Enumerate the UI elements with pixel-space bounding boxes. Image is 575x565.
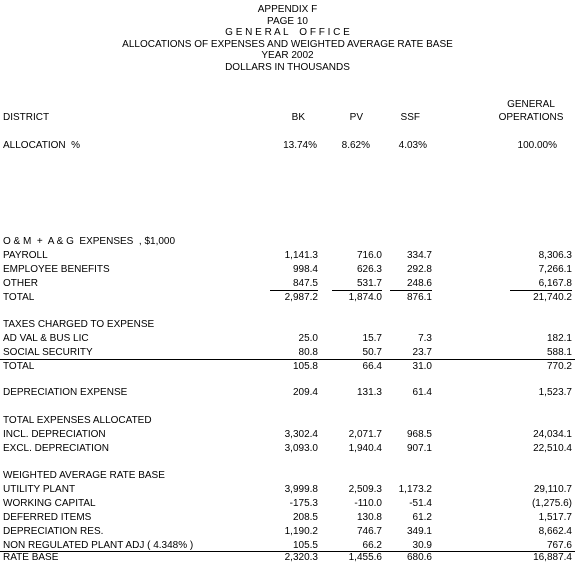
- general-cell: 182.1: [546, 333, 572, 344]
- row-label: OTHER: [3, 278, 38, 289]
- om-expenses-section-title: O & M + A & G EXPENSES , $1,000: [3, 236, 176, 247]
- ssf-cell: 1,173.2: [398, 484, 432, 495]
- bk-cell: 2,987.2: [284, 292, 318, 303]
- pv-cell: 1,940.4: [348, 443, 382, 454]
- ssf-cell: 334.7: [406, 250, 432, 261]
- ssf-cell: 292.8: [406, 264, 432, 275]
- general-cell: 1,517.7: [538, 512, 572, 523]
- report-title: ALLOCATIONS OF EXPENSES AND WEIGHTED AVERAGE RATE BASE: [122, 38, 453, 50]
- bk-cell: 13.74%: [283, 140, 317, 151]
- ssf-cell: 349.1: [406, 526, 432, 537]
- bk-cell: 847.5: [292, 278, 318, 289]
- report-header: [0, 4, 575, 73]
- bk-cell: 3,302.4: [284, 429, 318, 440]
- total-row: [0, 360, 575, 374]
- ssf-cell: 31.0: [412, 361, 432, 372]
- row-label: AD VAL & BUS LIC: [3, 333, 89, 344]
- district-column-header: DISTRICT: [3, 112, 50, 123]
- total-row: [0, 291, 575, 305]
- rate-base-total-row: [0, 551, 575, 565]
- bk-cell: 1,190.2: [284, 526, 318, 537]
- bk-cell: 208.5: [292, 512, 318, 523]
- pv-cell: 66.4: [362, 361, 382, 372]
- general-cell: 16,887.4: [533, 552, 572, 563]
- table-row: [0, 511, 575, 525]
- pv-column-header: PV: [349, 112, 363, 123]
- general-cell: 7,266.1: [538, 264, 572, 275]
- appendix-label: APPENDIX F: [257, 4, 318, 15]
- rate-base-section-title: WEIGHTED AVERAGE RATE BASE: [3, 470, 165, 481]
- ssf-cell: 680.6: [406, 552, 432, 563]
- table-row: [0, 442, 575, 456]
- ssf-cell: 248.6: [406, 278, 432, 289]
- general-cell: 21,740.2: [533, 292, 572, 303]
- total-expenses-section-title: TOTAL EXPENSES ALLOCATED: [3, 415, 152, 426]
- table-row: [0, 332, 575, 346]
- pv-cell: 531.7: [356, 278, 382, 289]
- bk-cell: 105.5: [292, 540, 318, 551]
- row-label: ALLOCATION %: [3, 140, 81, 151]
- general-cell: 8,662.4: [538, 526, 572, 537]
- row-label: NON REGULATED PLANT ADJ ( 4.348% ): [3, 540, 194, 551]
- general-cell: 588.1: [546, 347, 572, 358]
- ssf-cell: 876.1: [406, 292, 432, 303]
- general-cell: 8,306.3: [538, 250, 572, 261]
- pv-cell: 130.8: [356, 512, 382, 523]
- pv-cell: 1,874.0: [348, 292, 382, 303]
- row-label: WORKING CAPITAL: [3, 498, 96, 509]
- taxes-section-title: TAXES CHARGED TO EXPENSE: [3, 319, 155, 330]
- ssf-cell: 968.5: [406, 429, 432, 440]
- ssf-cell: -51.4: [409, 498, 432, 509]
- pv-cell: 50.7: [362, 347, 382, 358]
- bk-column-header: BK: [291, 112, 305, 123]
- general-cell: (1,275.6): [531, 498, 572, 509]
- ssf-cell: 61.2: [412, 512, 432, 523]
- ssf-cell: 907.1: [406, 443, 432, 454]
- general-cell: 770.2: [546, 361, 572, 372]
- pv-cell: 131.3: [356, 387, 382, 398]
- general-column-header-line1: GENERAL: [507, 99, 555, 110]
- pv-cell: 15.7: [362, 333, 382, 344]
- table-row: [0, 249, 575, 263]
- table-row: [0, 346, 575, 360]
- table-row: [0, 497, 575, 511]
- page-number: PAGE 10: [267, 15, 308, 27]
- general-cell: 1,523.7: [538, 387, 572, 398]
- general-cell: 100.00%: [517, 140, 557, 151]
- ssf-cell: 4.03%: [398, 140, 427, 151]
- pv-cell: 2,071.7: [348, 429, 382, 440]
- row-label: EXCL. DEPRECIATION: [3, 443, 109, 454]
- ssf-column-header: SSF: [400, 112, 420, 123]
- bk-cell: -175.3: [289, 498, 318, 509]
- bk-cell: 3,999.8: [284, 484, 318, 495]
- row-label: PAYROLL: [3, 250, 48, 261]
- table-row: [0, 386, 575, 400]
- bk-cell: 998.4: [292, 264, 318, 275]
- ssf-cell: 23.7: [412, 347, 432, 358]
- ssf-cell: 30.9: [412, 540, 432, 551]
- table-row: [0, 428, 575, 442]
- bk-cell: 105.8: [292, 361, 318, 372]
- row-label: UTILITY PLANT: [3, 484, 76, 495]
- general-cell: 24,034.1: [533, 429, 572, 440]
- pv-cell: 716.0: [356, 250, 382, 261]
- row-label: TOTAL: [3, 292, 35, 303]
- report-year: YEAR 2002: [261, 50, 314, 61]
- general-column-header-line2: OPERATIONS: [498, 112, 564, 123]
- row-label: DEPRECIATION EXPENSE: [3, 387, 128, 398]
- report-units: DOLLARS IN THOUSANDS: [225, 61, 350, 73]
- bk-cell: 2,320.3: [284, 552, 318, 563]
- office-title: G E N E R A L O F F I C E: [225, 27, 350, 38]
- table-row: [0, 483, 575, 497]
- ssf-cell: 7.3: [418, 333, 432, 344]
- pv-cell: 746.7: [356, 526, 382, 537]
- row-label: INCL. DEPRECIATION: [3, 429, 106, 440]
- table-row: [0, 263, 575, 277]
- pv-cell: 626.3: [356, 264, 382, 275]
- row-label: DEPRECIATION RES.: [3, 526, 104, 537]
- bk-cell: 3,093.0: [284, 443, 318, 454]
- general-cell: 6,167.8: [538, 278, 572, 289]
- general-cell: 767.6: [546, 540, 572, 551]
- table-row: [0, 277, 575, 291]
- row-label: RATE BASE: [3, 552, 59, 563]
- pv-cell: 1,455.6: [348, 552, 382, 563]
- row-label: SOCIAL SECURITY: [3, 347, 93, 358]
- pv-cell: 66.2: [362, 540, 382, 551]
- table-row: [0, 525, 575, 539]
- bk-cell: 80.8: [298, 347, 318, 358]
- bk-cell: 25.0: [298, 333, 318, 344]
- row-label: DEFERRED ITEMS: [3, 512, 92, 523]
- ssf-cell: 61.4: [412, 387, 432, 398]
- row-label: EMPLOYEE BENEFITS: [3, 264, 110, 275]
- bk-cell: 1,141.3: [284, 250, 318, 261]
- general-cell: 22,510.4: [533, 443, 572, 454]
- pv-cell: 8.62%: [341, 140, 370, 151]
- pv-cell: -110.0: [354, 498, 382, 509]
- bk-cell: 209.4: [292, 387, 318, 398]
- allocation-row: [0, 139, 575, 153]
- pv-cell: 2,509.3: [348, 484, 382, 495]
- general-cell: 29,110.7: [533, 484, 572, 495]
- row-label: TOTAL: [3, 361, 35, 372]
